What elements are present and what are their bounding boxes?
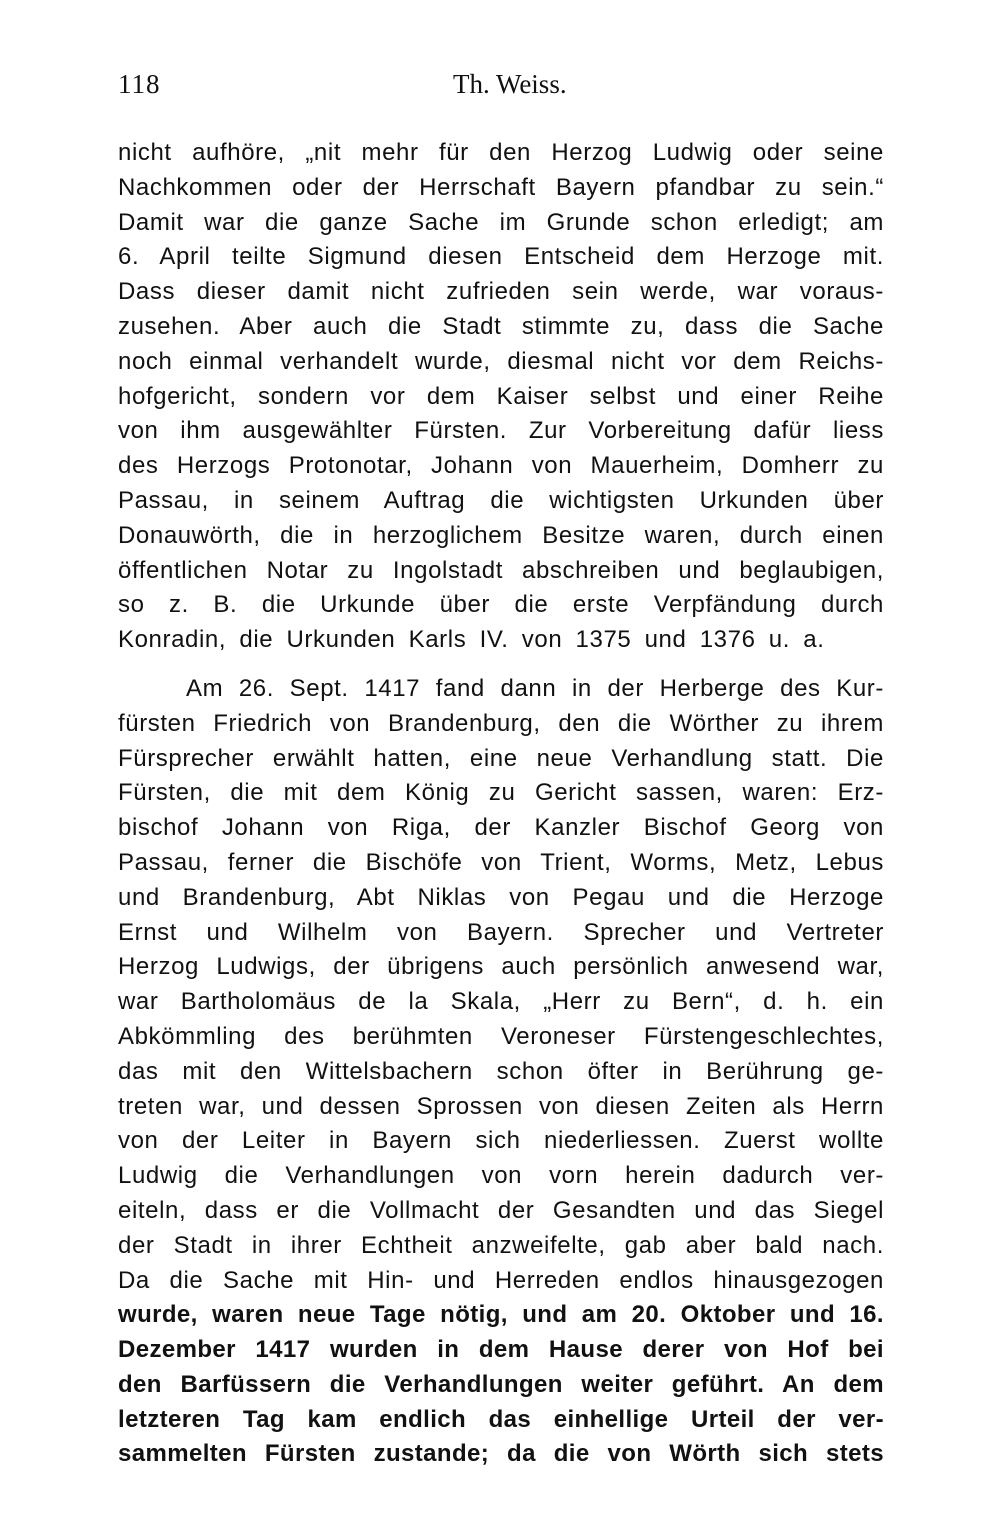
body-text [118,136,884,1472]
text-line: Am 26. Sept. 1417 fand dann in der Herberge des Kur- [186,674,884,702]
text-line: treten war, und dessen Sprossen von diesen Zeiten als Herrn [118,1092,884,1120]
text-line: von ihm ausgewählter Fürsten. Zur Vorbereitung dafür liess [118,417,884,445]
paragraph-1 [118,136,884,658]
text-line: so z. B. die Urkunde über die erste Verpfändung durch [118,591,884,619]
text-line: Herzog Ludwigs, der übrigens auch persönlich anwesend war, [118,953,884,981]
paragraph-gap [118,658,884,672]
text-line: das mit den Wittelsbachern schon öfter in Berührung ge- [118,1057,884,1085]
text-line: Donauwörth, die in herzoglichem Besitze waren, durch einen [118,521,884,549]
text-line: und Brandenburg, Abt Niklas von Pegau und die Herzoge [118,883,884,911]
text-line: Ernst und Wilhelm von Bayern. Sprecher und Vertreter [118,918,884,946]
text-line: Fürsten, die mit dem König zu Gericht sassen, waren: Erz- [118,779,884,807]
text-line: letzteren Tag kam endlich das einhellige Urteil der ver- [118,1405,884,1433]
text-line: fürsten Friedrich von Brandenburg, den die Wörther zu ihrem [118,709,884,737]
text-line: der Stadt in ihrer Echtheit anzweifelte, gab aber bald nach. [118,1231,884,1259]
text-line: sammelten Fürsten zustande; da die von Wörth sich stets [118,1440,884,1468]
text-line: eiteln, dass er die Vollmacht der Gesandten und das Siegel [118,1196,884,1224]
text-line: öffentlichen Notar zu Ingolstadt abschreiben und beglaubigen, [118,556,884,584]
text-line: von der Leiter in Bayern sich niederliessen. Zuerst wollte [118,1127,884,1155]
text-line: den Barfüssern die Verhandlungen weiter geführt. An dem [118,1370,884,1398]
page-number: 118 [118,69,161,99]
text-line: hofgericht, sondern vor dem Kaiser selbst und einer Reihe [118,382,884,410]
text-line: Nachkommen oder der Herrschaft Bayern pfandbar zu sein.“ [118,173,884,201]
text-line: Ludwig die Verhandlungen von vorn herein dadurch ver- [118,1162,884,1190]
running-head [118,66,884,102]
text-line: 6. April teilte Sigmund diesen Entscheid dem Herzoge mit. [118,243,884,271]
text-line: noch einmal verhandelt wurde, diesmal nicht vor dem Reichs- [118,347,884,375]
text-line: Dass dieser damit nicht zufrieden sein werde, war voraus- [118,278,884,306]
text-line: war Bartholomäus de la Skala, „Herr zu Bern“, d. h. ein [118,988,884,1016]
text-line: Da die Sache mit Hin- und Herreden endlos hinausgezogen [118,1266,884,1294]
text-line: Passau, in seinem Auftrag die wichtigsten Urkunden über [118,486,884,514]
text-line: nicht aufhöre, „nit mehr für den Herzog Ludwig oder seine [118,139,884,166]
text-line: zusehen. Aber auch die Stadt stimmte zu, dass die Sache [118,312,884,340]
paragraph-2 [118,672,884,1472]
text-line: Dezember 1417 wurden in dem Hause derer von Hof bei [118,1336,884,1364]
text-line: Damit war die ganze Sache im Grunde schon erledigt; am [118,208,884,236]
text-line: bischof Johann von Riga, der Kanzler Bischof Georg von [118,814,884,842]
running-title: Th. Weiss. [453,69,567,99]
text-line: Abkömmling des berühmten Veroneser Fürstengeschlechtes, [118,1022,884,1050]
text-line: Passau, ferner die Bischöfe von Trient, Worms, Metz, Lebus [118,848,884,876]
text-line: Konradin, die Urkunden Karls IV. von 1375 und 1376 u. a. [118,626,825,654]
text-line: Fürsprecher erwählt hatten, eine neue Verhandlung statt. Die [118,744,884,772]
text-line: wurde, waren neue Tage nötig, und am 20. Oktober und 16. [118,1301,884,1329]
text-line: des Herzogs Protonotar, Johann von Mauerheim, Domherr zu [118,452,884,480]
